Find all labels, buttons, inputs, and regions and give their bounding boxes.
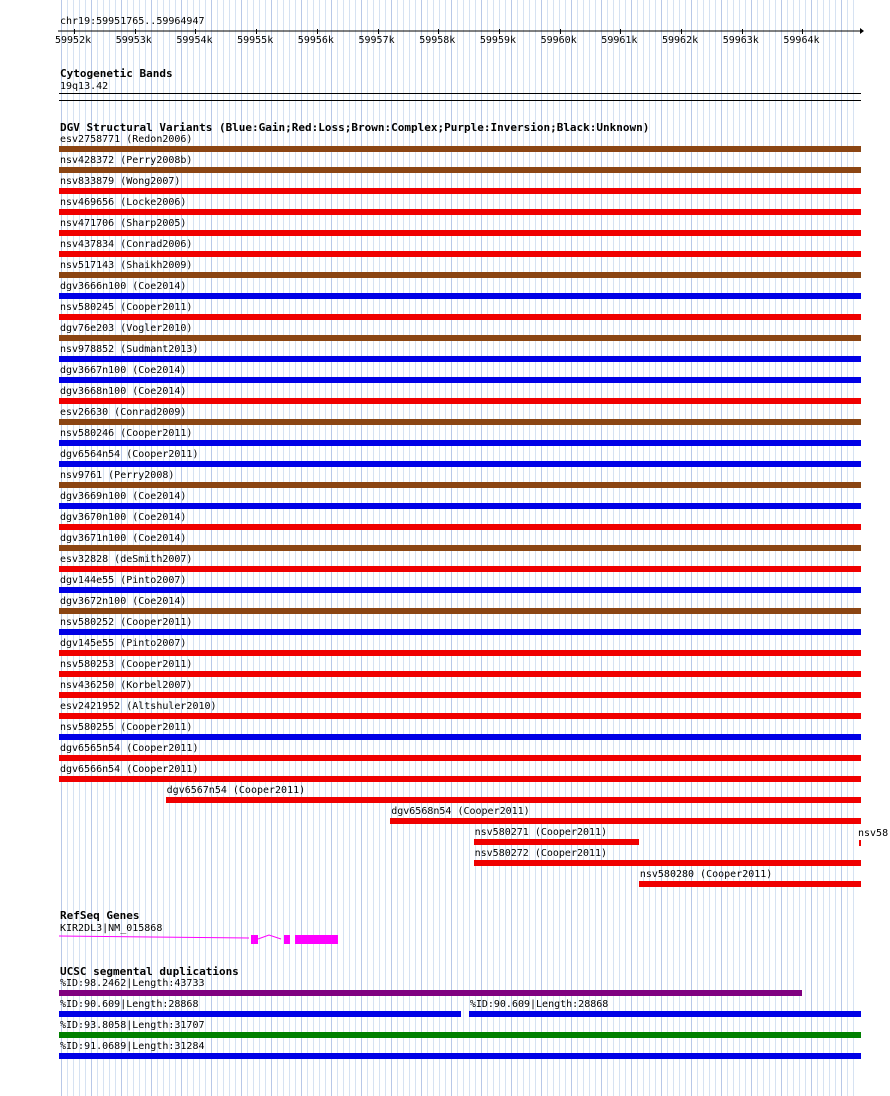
dgv-feature-label[interactable]: esv2421952 (Altshuler2010)	[60, 701, 217, 712]
segdup-bar[interactable]	[59, 990, 802, 996]
dgv-feature-label[interactable]: dgv3666n100 (Coe2014)	[60, 281, 187, 292]
dgv-feature-bar[interactable]	[59, 293, 861, 299]
ruler-tick-label: 59952k	[55, 35, 92, 46]
segdup-label[interactable]: %ID:98.2462|Length:43733	[60, 978, 205, 989]
dgv-feature-bar[interactable]	[59, 209, 861, 215]
ruler-tick-mark	[256, 29, 257, 34]
cytoband-line-top	[59, 93, 861, 94]
dgv-feature-bar[interactable]	[59, 650, 861, 656]
dgv-feature-label[interactable]: esv26630 (Conrad2009)	[60, 407, 187, 418]
dgv-feature-bar[interactable]	[474, 839, 639, 845]
ruler-tick-label: 59959k	[479, 35, 517, 46]
dgv-feature-bar[interactable]	[59, 377, 861, 383]
dgv-feature-label[interactable]: nsv9761 (Perry2008)	[60, 470, 175, 481]
dgv-feature-label[interactable]: dgv3667n100 (Coe2014)	[60, 365, 187, 376]
cytoband-line-bottom	[59, 100, 861, 101]
dgv-feature-label[interactable]: dgv6564n54 (Cooper2011)	[60, 449, 199, 460]
dgv-feature-label[interactable]: nsv978852 (Sudmant2013)	[60, 344, 199, 355]
ruler-tick-mark	[802, 29, 803, 34]
dgv-feature-bar[interactable]	[639, 881, 861, 887]
dgv-feature-bar[interactable]	[59, 755, 861, 761]
ruler-tick-mark	[135, 29, 136, 34]
dgv-feature-bar[interactable]	[59, 251, 861, 257]
dgv-feature-bar[interactable]	[59, 587, 861, 593]
dgv-feature-label[interactable]: dgv3670n100 (Coe2014)	[60, 512, 187, 523]
ruler-tick-mark	[74, 29, 75, 34]
dgv-feature-bar[interactable]	[59, 482, 861, 488]
ruler-tick-mark	[378, 29, 379, 34]
dgv-feature-bar[interactable]	[59, 692, 861, 698]
dgv-clipped-bar	[859, 840, 861, 846]
ruler-tick-label: 59956k	[297, 35, 334, 46]
ruler-tick-mark	[560, 29, 561, 34]
dgv-feature-bar[interactable]	[59, 503, 861, 509]
dgv-feature-label[interactable]: dgv6566n54 (Cooper2011)	[60, 764, 199, 775]
dgv-feature-bar[interactable]	[166, 797, 861, 803]
ruler-tick-label: 59962k	[662, 35, 699, 46]
segdup-bar[interactable]	[59, 1053, 861, 1059]
dgv-feature-label[interactable]: nsv428372 (Perry2008b)	[60, 155, 193, 166]
dgv-feature-bar[interactable]	[59, 524, 861, 530]
dgv-feature-label[interactable]: nsv580245 (Cooper2011)	[60, 302, 193, 313]
dgv-feature-bar[interactable]	[59, 146, 861, 152]
dgv-feature-bar[interactable]	[59, 713, 861, 719]
dgv-clipped-label: nsv58	[858, 828, 889, 839]
ruler-tick-label: 59953k	[115, 35, 152, 46]
dgv-feature-label[interactable]: nsv580252 (Cooper2011)	[60, 617, 193, 628]
ruler-tick-label: 59961k	[601, 35, 638, 46]
segdup-label[interactable]: %ID:90.609|Length:28868	[469, 999, 609, 1010]
segdup-bar[interactable]	[59, 1032, 861, 1038]
segdup-track-title: UCSC segmental duplications	[60, 965, 239, 978]
dgv-feature-label[interactable]: nsv436250 (Korbel2007)	[60, 680, 193, 691]
dgv-feature-bar[interactable]	[59, 629, 861, 635]
dgv-feature-bar[interactable]	[59, 335, 861, 341]
ruler-tick-label: 59963k	[722, 35, 759, 46]
ruler-tick-label: 59964k	[783, 35, 820, 46]
dgv-feature-label[interactable]: nsv580253 (Cooper2011)	[60, 659, 193, 670]
refseq-gene-model[interactable]	[59, 930, 349, 946]
ruler-tick-mark	[195, 29, 196, 34]
cytoband-track-title: Cytogenetic Bands	[60, 67, 173, 80]
dgv-feature-label[interactable]: esv32828 (deSmith2007)	[60, 554, 193, 565]
dgv-feature-bar[interactable]	[59, 272, 861, 278]
dgv-feature-label[interactable]: nsv580246 (Cooper2011)	[60, 428, 193, 439]
dgv-feature-bar[interactable]	[59, 734, 861, 740]
dgv-feature-label[interactable]: nsv517143 (Shaikh2009)	[60, 260, 193, 271]
dgv-feature-label[interactable]: dgv6567n54 (Cooper2011)	[166, 785, 306, 796]
dgv-feature-bar[interactable]	[474, 860, 861, 866]
cytoband-label: 19q13.42	[60, 81, 109, 92]
segdup-label[interactable]: %ID:91.0689|Length:31284	[60, 1041, 205, 1052]
segdup-bar[interactable]	[469, 1011, 861, 1017]
ruler-tick-mark	[742, 29, 743, 34]
dgv-feature-label[interactable]: esv2758771 (Redon2006)	[60, 134, 193, 145]
dgv-feature-bar[interactable]	[59, 566, 861, 572]
dgv-feature-label[interactable]: dgv76e203 (Vogler2010)	[60, 323, 193, 334]
refseq-gene-label[interactable]: KIR2DL3|NM_015868	[60, 923, 163, 934]
region-label: chr19:59951765..59964947	[60, 16, 205, 27]
ruler-tick-mark	[499, 29, 500, 34]
ruler-tick-mark	[620, 29, 621, 34]
dgv-feature-label[interactable]: dgv145e55 (Pinto2007)	[60, 638, 187, 649]
dgv-feature-label[interactable]: nsv580271 (Cooper2011)	[474, 827, 608, 838]
dgv-feature-label[interactable]: dgv3669n100 (Coe2014)	[60, 491, 187, 502]
dgv-feature-label[interactable]: nsv471706 (Sharp2005)	[60, 218, 187, 229]
dgv-feature-bar[interactable]	[390, 818, 861, 824]
dgv-feature-bar[interactable]	[59, 608, 861, 614]
segdup-bar[interactable]	[59, 1011, 461, 1017]
dgv-feature-bar[interactable]	[59, 461, 861, 467]
dgv-feature-label[interactable]: dgv6565n54 (Cooper2011)	[60, 743, 199, 754]
dgv-feature-bar[interactable]	[59, 167, 861, 173]
segdup-label[interactable]: %ID:90.609|Length:28868	[60, 999, 199, 1010]
dgv-feature-label[interactable]: dgv6568n54 (Cooper2011)	[391, 806, 530, 817]
ruler-tick-label: 59955k	[237, 35, 274, 46]
ruler-tick-label: 59954k	[176, 35, 213, 46]
dgv-feature-bar[interactable]	[59, 545, 861, 551]
dgv-track-title: DGV Structural Variants (Blue:Gain;Red:Loss;Brown:Complex;Purple:Inversion;Black:Unknown)	[60, 121, 650, 134]
dgv-feature-bar[interactable]	[59, 776, 861, 782]
dgv-feature-label[interactable]: dgv3668n100 (Coe2014)	[60, 386, 187, 397]
dgv-feature-label[interactable]: dgv3672n100 (Coe2014)	[60, 596, 187, 607]
dgv-feature-bar[interactable]	[59, 314, 861, 320]
ruler-tick-label: 59958k	[419, 35, 456, 46]
dgv-feature-bar[interactable]	[59, 230, 861, 236]
dgv-feature-bar[interactable]	[59, 671, 861, 677]
dgv-feature-label[interactable]: nsv437834 (Conrad2006)	[60, 239, 193, 250]
ruler-tick-mark	[681, 29, 682, 34]
dgv-feature-label[interactable]: nsv580280 (Cooper2011)	[639, 869, 773, 880]
dgv-feature-label[interactable]: dgv3671n100 (Coe2014)	[60, 533, 187, 544]
refseq-track-title: RefSeq Genes	[60, 909, 140, 922]
dgv-feature-bar[interactable]	[59, 188, 861, 194]
ruler-tick-mark	[438, 29, 439, 34]
dgv-feature-label[interactable]: nsv580272 (Cooper2011)	[474, 848, 608, 859]
dgv-feature-bar[interactable]	[59, 398, 861, 404]
dgv-feature-bar[interactable]	[59, 419, 861, 425]
dgv-feature-label[interactable]: nsv469656 (Locke2006)	[60, 197, 187, 208]
dgv-feature-bar[interactable]	[59, 440, 861, 446]
dgv-feature-label[interactable]: nsv833879 (Wong2007)	[60, 176, 181, 187]
ruler-tick-mark	[317, 29, 318, 34]
dgv-feature-label[interactable]: nsv580255 (Cooper2011)	[60, 722, 193, 733]
ruler-tick-label: 59957k	[358, 35, 395, 46]
dgv-feature-bar[interactable]	[59, 356, 861, 362]
ruler-tick-label: 59960k	[540, 35, 577, 46]
dgv-feature-label[interactable]: dgv144e55 (Pinto2007)	[60, 575, 187, 586]
segdup-label[interactable]: %ID:93.8058|Length:31707	[60, 1020, 205, 1031]
